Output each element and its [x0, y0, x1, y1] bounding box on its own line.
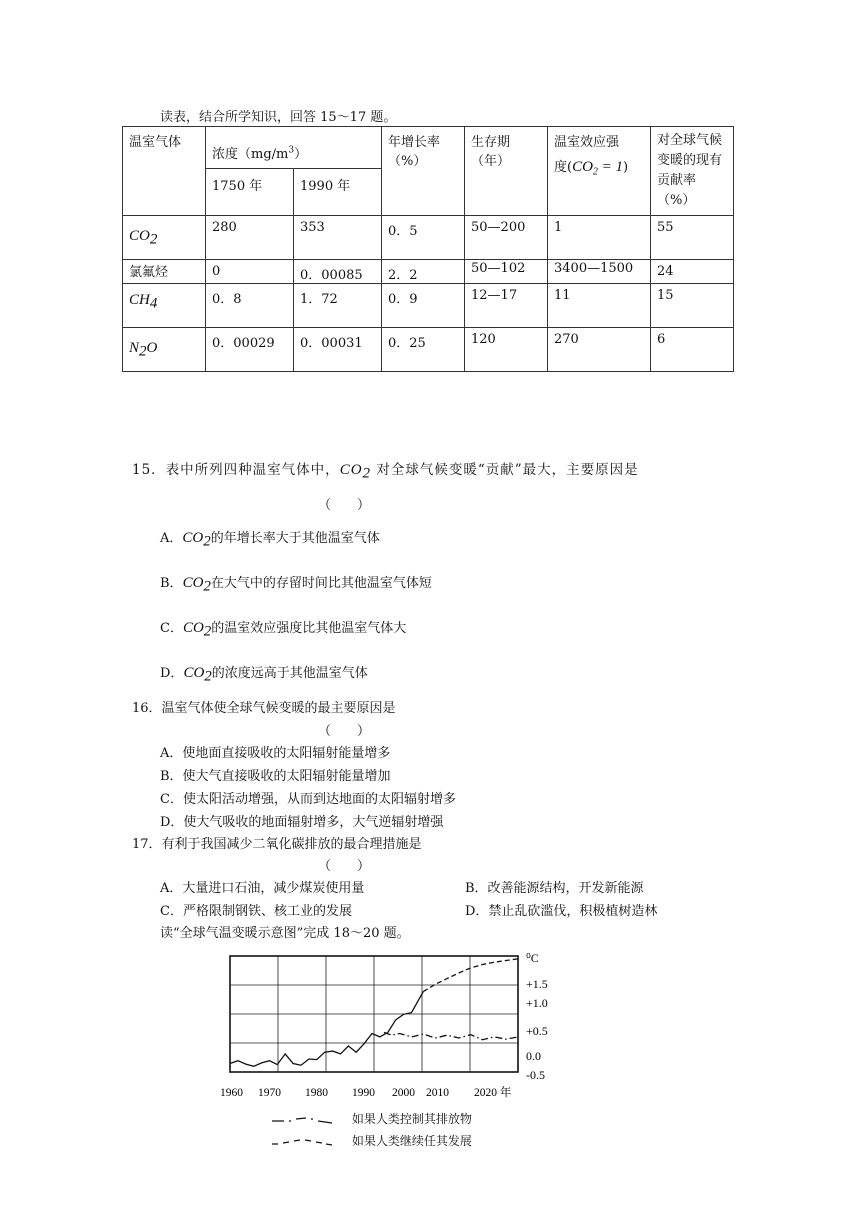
header-contrib: 对全球气候变暖的现有贡献率（%） [651, 127, 734, 216]
cell-life: 120 [465, 328, 548, 372]
greenhouse-gas-table [122, 126, 734, 372]
q15-option-c: C．$CO_2$的温室效应强度比其他温室气体大 [160, 620, 407, 640]
q15-option-b: B．$CO_2$在大气中的存留时间比其他温室气体短 [160, 575, 432, 595]
cell-1750: 0．00029 [206, 328, 294, 372]
x-tick-label: 1960 [220, 1087, 243, 1098]
q17-stem: 17．有利于我国减少二氧化碳排放的最合理措施是 [132, 837, 422, 852]
y-tick-label: +0.5 [526, 1024, 548, 1038]
x-tick-label: 1980 [305, 1087, 328, 1098]
table-intro: 读表，结合所学知识，回答 15～17 题。 [160, 110, 397, 125]
legend-label: 如果人类继续任其发展 [351, 1134, 472, 1148]
q16-option-a: A．使地面直接吸收的太阳辐射能量增多 [160, 746, 391, 761]
header-1990: 1990 年 [294, 169, 382, 216]
series-line-dash-dot [384, 1032, 518, 1039]
cell-life: 50—102 [465, 260, 548, 284]
header-effect: 温室效应强 度$(CO_2 = 1)$ [548, 127, 651, 216]
cell-effect: 270 [548, 328, 651, 372]
gas-name: $N_2O$ [123, 328, 206, 372]
header-1750: 1750 年 [206, 169, 294, 216]
legend-label: 如果人类控制其排放物 [351, 1112, 472, 1126]
table-row [123, 216, 734, 260]
x-tick-label: 2000 [392, 1087, 415, 1098]
header-gas: 温室气体 [123, 127, 206, 216]
cell-contrib: 6 [651, 328, 734, 372]
q16-stem: 16．温室气体使全球气候变暖的最主要原因是 [132, 701, 396, 716]
q17-option-c: C．严格限制钢铁、核工业的发展 [160, 904, 352, 919]
cell-growth: 2．2 [382, 260, 465, 284]
gas-name: 氯氟烃 [123, 260, 206, 284]
global-warming-chart [215, 948, 575, 1098]
q16-answer-paren: （ ） [318, 724, 371, 739]
cell-effect: 3400—1500 [548, 260, 651, 284]
series-line-dashed [423, 959, 518, 992]
cell-contrib: 15 [651, 284, 734, 328]
q17-option-a: A．大量进口石油，减少煤炭使用量 [160, 881, 365, 896]
x-tick-label: 1990 [352, 1087, 375, 1098]
q16-option-b: B．使大气直接吸收的太阳辐射能量增加 [160, 769, 391, 784]
header-growth: 年增长率 （%） [382, 127, 465, 216]
q16-option-d: D．使大气吸收的地面辐射增多，大气逆辐射增强 [160, 815, 444, 830]
cell-1750: 0．8 [206, 284, 294, 328]
cell-1750: 0 [206, 260, 294, 284]
cell-1990: 0．00031 [294, 328, 382, 372]
x-tick-label: 2010 [426, 1087, 449, 1098]
cell-growth: 0．25 [382, 328, 465, 372]
cell-life: 12—17 [465, 284, 548, 328]
q16-option-c: C．使太阳活动增强，从而到达地面的太阳辐射增多 [160, 792, 456, 807]
dash-dot-line-icon [270, 1114, 334, 1126]
table-row [123, 284, 734, 328]
series-line-solid [230, 992, 423, 1067]
cell-1750: 280 [206, 216, 294, 260]
cell-growth: 0．9 [382, 284, 465, 328]
cell-1990: 0．00085 [294, 260, 382, 284]
chart-intro: 读“全球气温变暖示意图”完成 18～20 题。 [160, 926, 410, 941]
y-tick-label: +1.5 [526, 977, 548, 991]
x-tick-label: 1970 [258, 1087, 281, 1098]
cell-growth: 0．5 [382, 216, 465, 260]
y-tick-label: +1.0 [526, 996, 548, 1010]
y-unit-label: ⁰C [526, 951, 539, 965]
cell-1990: 353 [294, 216, 382, 260]
q15-option-d: D．$CO_2$的浓度远高于其他温室气体 [160, 665, 368, 685]
gas-name: $CO_2$ [123, 216, 206, 260]
cell-1990: 1．72 [294, 284, 382, 328]
y-tick-label: -0.5 [526, 1068, 545, 1082]
cell-life: 50—200 [465, 216, 548, 260]
table-row [123, 260, 734, 284]
q15-stem: 15．表中所列四种温室气体中，$CO_2$ 对全球气候变暖“贡献”最大，主要原因是 [132, 462, 639, 482]
q17-option-b: B．改善能源结构，开发新能源 [465, 881, 644, 896]
cell-effect: 11 [548, 284, 651, 328]
table-row [123, 328, 734, 372]
dashed-line-icon [270, 1136, 334, 1148]
cell-effect: 1 [548, 216, 651, 260]
legend-item-continue [270, 1132, 472, 1149]
y-tick-label: 0.0 [526, 1049, 541, 1063]
cell-contrib: 24 [651, 260, 734, 284]
header-life: 生存期 （年） [465, 127, 548, 216]
q15-option-a: A．$CO_2$的年增长率大于其他温室气体 [160, 530, 380, 550]
q15-answer-paren: （ ） [318, 498, 371, 513]
q17-answer-paren: （ ） [318, 859, 371, 874]
header-concentration: 浓度$(mg/m^3)$ [206, 127, 382, 169]
x-tick-label: 2020 年 [474, 1087, 512, 1098]
gas-name: $CH_4$ [123, 284, 206, 328]
q17-option-d: D．禁止乱砍滥伐，积极植树造林 [465, 904, 658, 919]
cell-contrib: 55 [651, 216, 734, 260]
legend-item-control [270, 1110, 472, 1127]
